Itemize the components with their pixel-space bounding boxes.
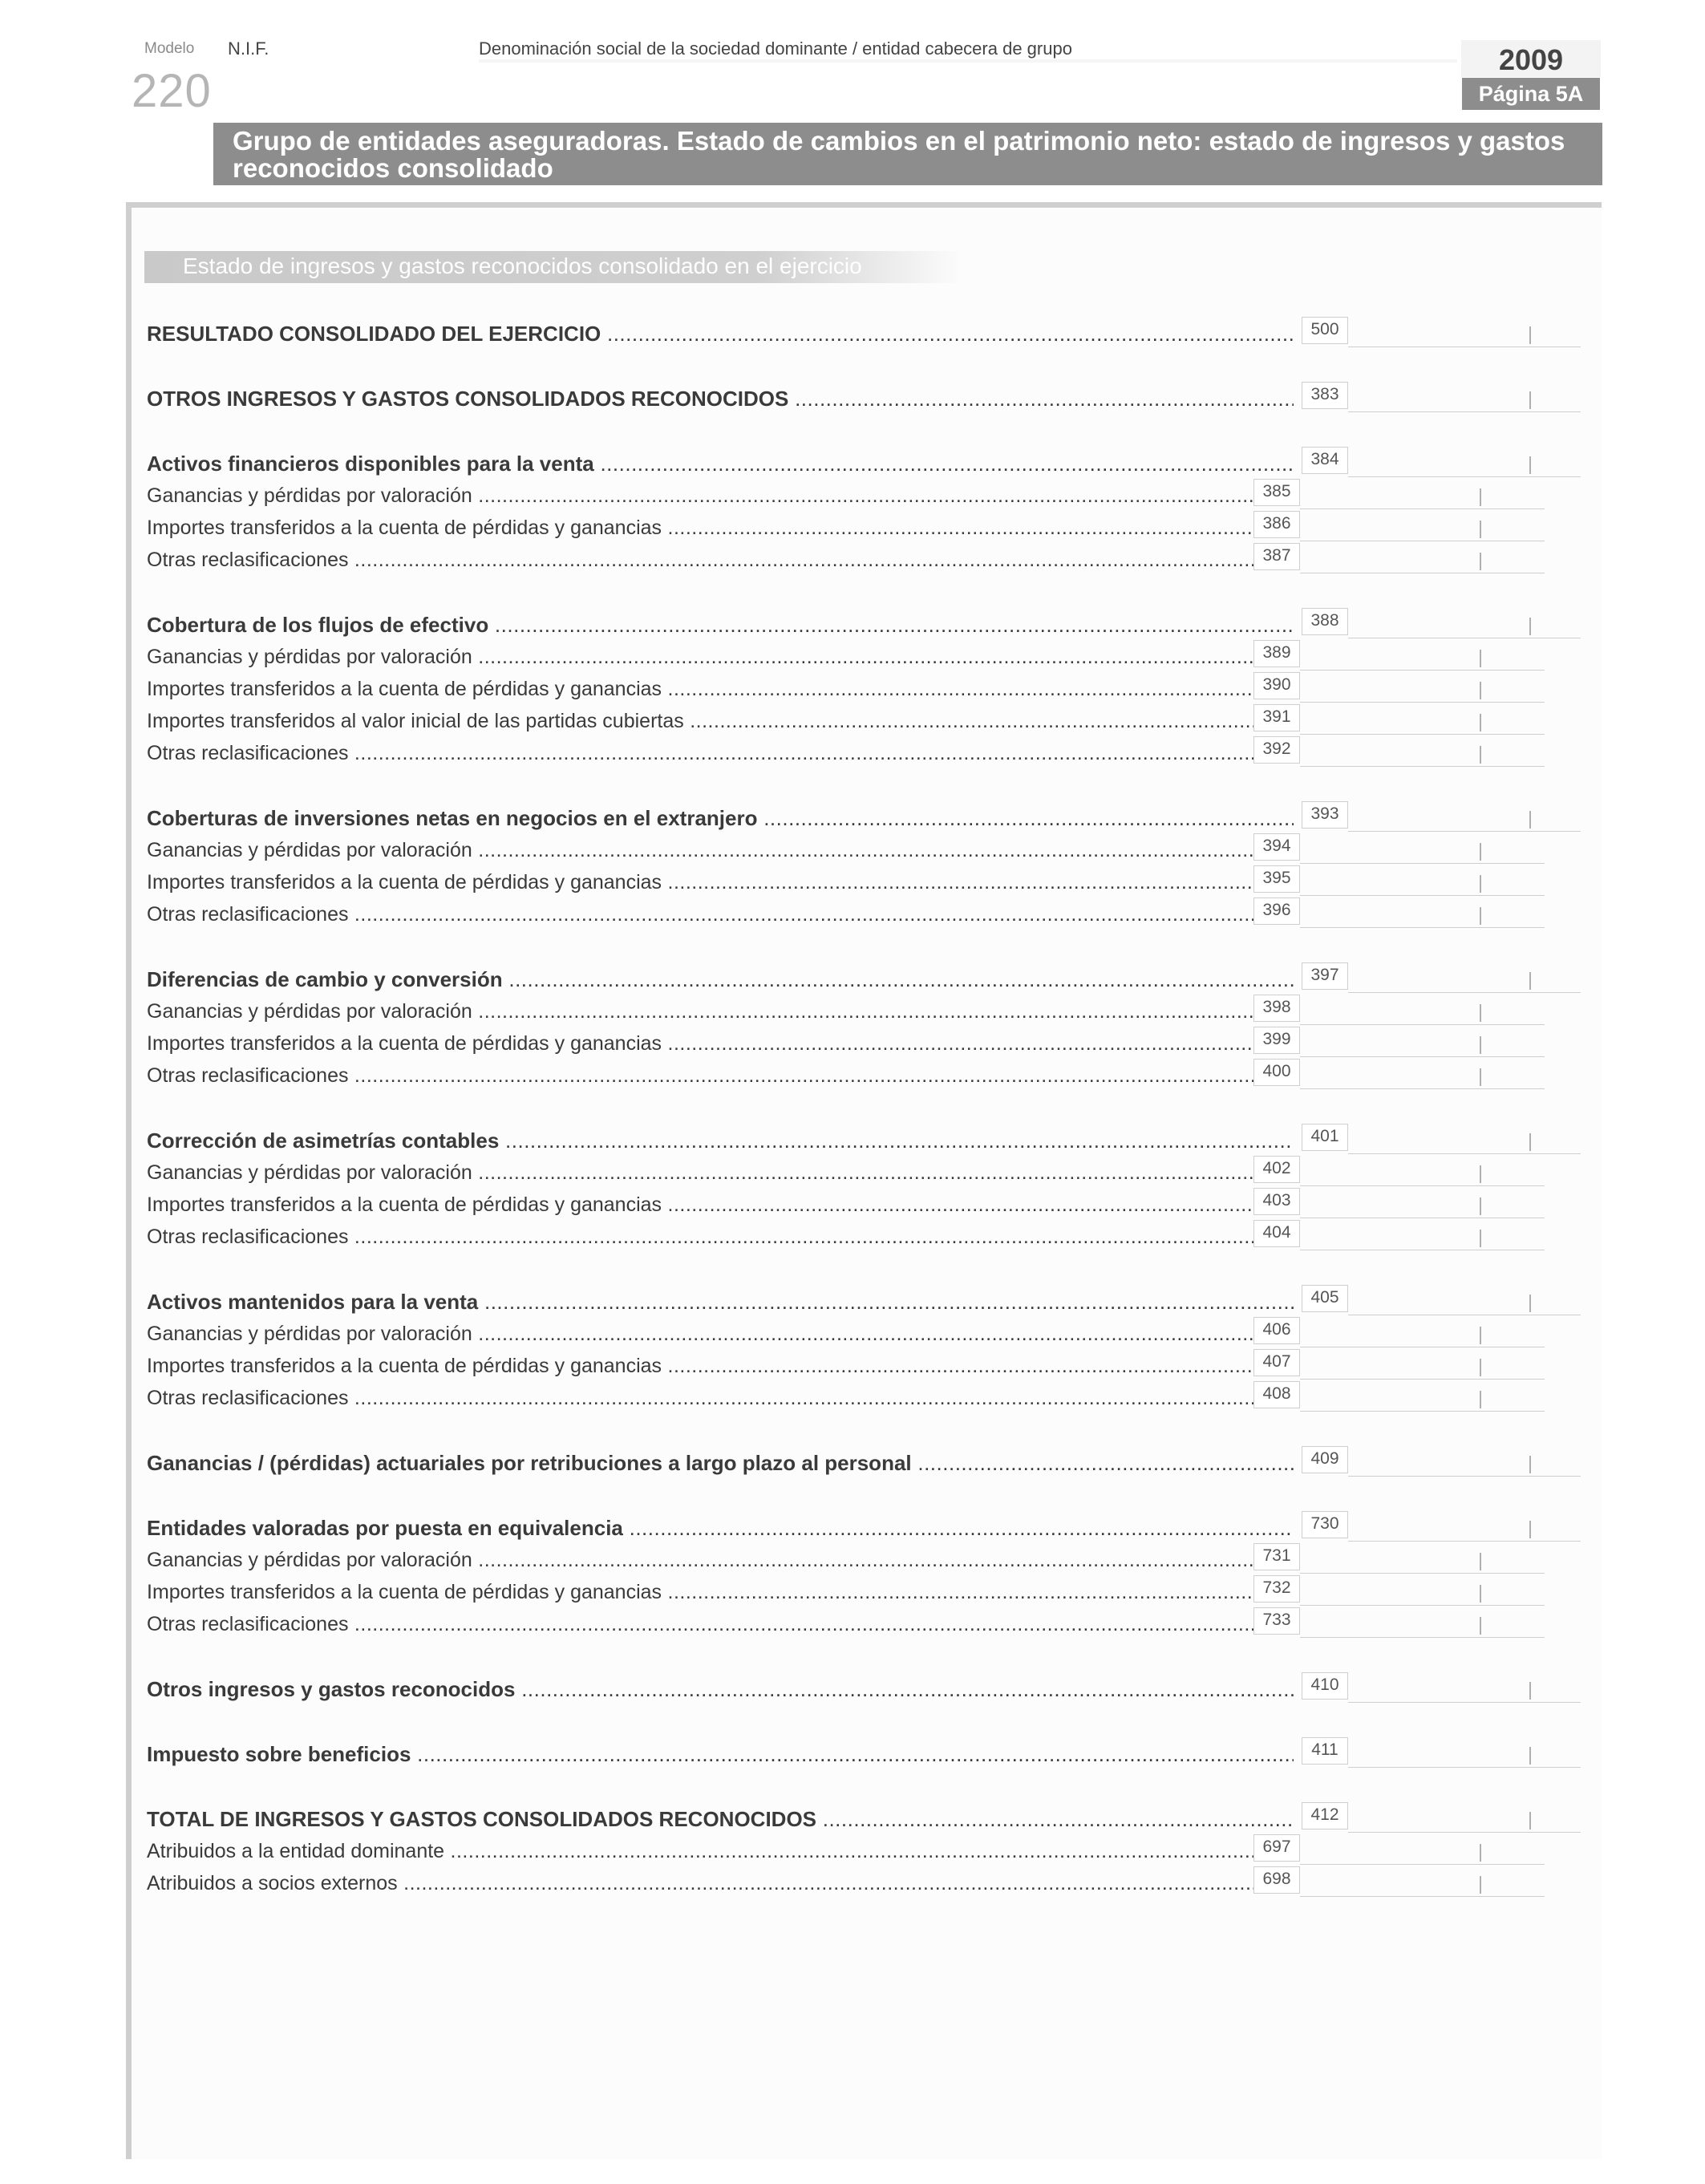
- box-code: 393: [1302, 801, 1348, 829]
- row-label: Coberturas de inversiones netas en negocios en el extranjero .....: [147, 806, 1294, 830]
- form-frame-top: [126, 202, 1602, 208]
- decimal-separator-tick: [1480, 843, 1481, 861]
- amount-field[interactable]: [1348, 1446, 1581, 1477]
- decimal-separator-tick: [1480, 1230, 1481, 1247]
- box-code: 396: [1253, 898, 1300, 925]
- box-code: 389: [1253, 640, 1300, 667]
- decimal-separator-tick: [1480, 650, 1481, 667]
- box-code: 384: [1302, 447, 1348, 474]
- row-label: Importes transferidos a la cuenta de pérdidas y ganancias .....: [147, 677, 1253, 701]
- row-label: Otras reclasificaciones .....: [147, 1612, 1253, 1636]
- decimal-separator-tick: [1529, 1682, 1531, 1700]
- decimal-separator-tick: [1480, 1359, 1481, 1376]
- row-label: Atribuidos a socios externos .....: [147, 1871, 1253, 1895]
- row-label: Ganancias / (pérdidas) actuariales por retribuciones a largo plazo al personal .....: [147, 1451, 1294, 1475]
- row-label: Ganancias y pérdidas por valoración .....: [147, 1322, 1253, 1346]
- box-code: 386: [1253, 511, 1300, 538]
- amount-field[interactable]: [1348, 1124, 1581, 1154]
- title-bar: [213, 123, 1602, 185]
- row-label: Otras reclasificaciones .....: [147, 1225, 1253, 1249]
- amount-field[interactable]: [1300, 1156, 1545, 1186]
- row-label: Corrección de asimetrías contables .....: [147, 1128, 1294, 1153]
- row-label: TOTAL DE INGRESOS Y GASTOS CONSOLIDADOS RECONOCIDOS .....: [147, 1807, 1294, 1831]
- amount-field[interactable]: [1348, 1285, 1581, 1315]
- decimal-separator-tick: [1480, 1617, 1481, 1635]
- box-code: 388: [1302, 608, 1348, 635]
- amount-field[interactable]: [1300, 833, 1545, 864]
- box-code: 733: [1253, 1607, 1300, 1635]
- box-code: 406: [1253, 1317, 1300, 1344]
- amount-field[interactable]: [1300, 898, 1545, 928]
- amount-field[interactable]: [1348, 1511, 1581, 1542]
- amount-field[interactable]: [1300, 1866, 1545, 1897]
- decimal-separator-tick: [1529, 1456, 1531, 1473]
- amount-field[interactable]: [1348, 447, 1581, 477]
- modelo-label: Modelo: [144, 40, 195, 57]
- decimal-separator-tick: [1480, 1553, 1481, 1570]
- amount-field[interactable]: [1348, 962, 1581, 993]
- row-label: Activos financieros disponibles para la venta .....: [147, 452, 1294, 476]
- row-label: Cobertura de los flujos de efectivo .....: [147, 613, 1294, 637]
- row-label: Importes transferidos al valor inicial de las partidas cubiertas .....: [147, 709, 1253, 733]
- amount-field[interactable]: [1300, 865, 1545, 896]
- row-label: RESULTADO CONSOLIDADO DEL EJERCICIO .....: [147, 322, 1294, 346]
- row-label: Importes transferidos a la cuenta de pérdidas y ganancias .....: [147, 1031, 1253, 1056]
- row-label: Entidades valoradas por puesta en equivalencia .....: [147, 1516, 1294, 1540]
- decimal-separator-tick: [1480, 1197, 1481, 1215]
- page-badge: Página 5A: [1462, 78, 1600, 110]
- box-code: 410: [1302, 1672, 1348, 1700]
- box-code: 500: [1302, 317, 1348, 344]
- amount-field[interactable]: [1300, 736, 1545, 767]
- row-label: Ganancias y pérdidas por valoración .....: [147, 838, 1253, 862]
- row-label: Diferencias de cambio y conversión .....: [147, 967, 1294, 991]
- row-label: Otras reclasificaciones .....: [147, 741, 1253, 765]
- row-label: Ganancias y pérdidas por valoración .....: [147, 1161, 1253, 1185]
- decimal-separator-tick: [1529, 1747, 1531, 1765]
- decimal-separator-tick: [1480, 521, 1481, 538]
- decimal-separator-tick: [1480, 553, 1481, 570]
- decimal-separator-tick: [1529, 1295, 1531, 1312]
- amount-field[interactable]: [1348, 1737, 1581, 1768]
- box-code: 390: [1253, 672, 1300, 699]
- decimal-separator-tick: [1480, 1068, 1481, 1086]
- row-label: Importes transferidos a la cuenta de pérdidas y ganancias .....: [147, 1580, 1253, 1604]
- amount-field[interactable]: [1348, 317, 1581, 347]
- row-label: Atribuidos a la entidad dominante .....: [147, 1839, 1253, 1863]
- amount-field[interactable]: [1348, 1802, 1581, 1833]
- box-code: 392: [1253, 736, 1300, 764]
- box-code: 698: [1253, 1866, 1300, 1894]
- box-code: 731: [1253, 1543, 1300, 1570]
- denominacion-field[interactable]: [479, 59, 1457, 63]
- amount-field[interactable]: [1300, 1381, 1545, 1412]
- row-label: Importes transferidos a la cuenta de pérdidas y ganancias .....: [147, 1193, 1253, 1217]
- amount-field[interactable]: [1300, 1188, 1545, 1218]
- decimal-separator-tick: [1480, 1585, 1481, 1603]
- decimal-separator-tick: [1529, 1133, 1531, 1151]
- decimal-separator-tick: [1480, 907, 1481, 925]
- decimal-separator-tick: [1529, 456, 1531, 474]
- year: 2009: [1498, 43, 1564, 76]
- amount-field[interactable]: [1300, 479, 1545, 509]
- amount-field[interactable]: [1300, 1317, 1545, 1347]
- box-code: 411: [1302, 1737, 1348, 1765]
- amount-field[interactable]: [1300, 640, 1545, 671]
- row-label: Importes transferidos a la cuenta de pérdidas y ganancias .....: [147, 516, 1253, 540]
- decimal-separator-tick: [1480, 1327, 1481, 1344]
- decimal-separator-tick: [1480, 875, 1481, 893]
- box-code: 697: [1253, 1834, 1300, 1862]
- row-label: OTROS INGRESOS Y GASTOS CONSOLIDADOS RECONOCIDOS .....: [147, 387, 1294, 411]
- box-code: 400: [1253, 1059, 1300, 1086]
- box-code: 398: [1253, 995, 1300, 1022]
- box-code: 399: [1253, 1027, 1300, 1054]
- decimal-separator-tick: [1480, 746, 1481, 764]
- amount-field[interactable]: [1300, 995, 1545, 1025]
- decimal-separator-tick: [1480, 1391, 1481, 1408]
- section-title: Estado de ingresos y gastos reconocidos consolidado en el ejercicio: [183, 253, 862, 278]
- decimal-separator-tick: [1529, 326, 1531, 344]
- decimal-separator-tick: [1480, 1004, 1481, 1022]
- amount-field[interactable]: [1300, 1027, 1545, 1057]
- amount-field[interactable]: [1300, 1543, 1545, 1574]
- amount-field[interactable]: [1348, 608, 1581, 638]
- amount-field[interactable]: [1300, 1059, 1545, 1089]
- decimal-separator-tick: [1529, 972, 1531, 990]
- box-code: 383: [1302, 382, 1348, 409]
- amount-field[interactable]: [1300, 1349, 1545, 1380]
- section-header: [144, 251, 962, 283]
- denominacion-label: Denominación social de la sociedad dominante / entidad cabecera de grupo: [479, 38, 1072, 59]
- box-code: 408: [1253, 1381, 1300, 1408]
- row-label: Impuesto sobre beneficios .....: [147, 1742, 1294, 1766]
- form-frame-left: [126, 202, 132, 2159]
- modelo-number: 220: [132, 65, 212, 117]
- box-code: 387: [1253, 543, 1300, 570]
- box-code: 412: [1302, 1802, 1348, 1829]
- box-code: 394: [1253, 833, 1300, 861]
- box-code: 404: [1253, 1220, 1300, 1247]
- page-title: Grupo de entidades aseguradoras. Estado de cambios en el patrimonio neto: estado de ingresos y gastos reconocidos consolidado: [233, 126, 1565, 183]
- box-code: 407: [1253, 1349, 1300, 1376]
- decimal-separator-tick: [1480, 714, 1481, 731]
- box-code: 409: [1302, 1446, 1348, 1473]
- box-code: 732: [1253, 1575, 1300, 1603]
- decimal-separator-tick: [1480, 1165, 1481, 1183]
- row-label: Ganancias y pérdidas por valoración .....: [147, 999, 1253, 1023]
- box-code: 385: [1253, 479, 1300, 506]
- amount-field[interactable]: [1348, 801, 1581, 832]
- row-label: Ganancias y pérdidas por valoración .....: [147, 484, 1253, 508]
- decimal-separator-tick: [1480, 682, 1481, 699]
- row-label: Importes transferidos a la cuenta de pérdidas y ganancias .....: [147, 1354, 1253, 1378]
- box-code: 395: [1253, 865, 1300, 893]
- row-label: Ganancias y pérdidas por valoración .....: [147, 1548, 1253, 1572]
- row-label: Ganancias y pérdidas por valoración .....: [147, 645, 1253, 669]
- row-label: Importes transferidos a la cuenta de pérdidas y ganancias .....: [147, 870, 1253, 894]
- box-code: 405: [1302, 1285, 1348, 1312]
- amount-field[interactable]: [1300, 1607, 1545, 1638]
- box-code: 401: [1302, 1124, 1348, 1151]
- amount-field[interactable]: [1300, 1575, 1545, 1606]
- decimal-separator-tick: [1529, 618, 1531, 635]
- row-label: Otros ingresos y gastos reconocidos .....: [147, 1677, 1294, 1701]
- amount-field[interactable]: [1300, 1834, 1545, 1865]
- row-label: Otras reclasificaciones .....: [147, 1386, 1253, 1410]
- box-code: 403: [1253, 1188, 1300, 1215]
- amount-field[interactable]: [1300, 704, 1545, 735]
- amount-field[interactable]: [1348, 382, 1581, 412]
- nif-label: N.I.F.: [228, 38, 269, 59]
- decimal-separator-tick: [1480, 1844, 1481, 1862]
- row-label: Activos mantenidos para la venta .....: [147, 1290, 1294, 1314]
- box-code: 402: [1253, 1156, 1300, 1183]
- decimal-separator-tick: [1480, 488, 1481, 506]
- decimal-separator-tick: [1529, 1521, 1531, 1538]
- amount-field[interactable]: [1300, 511, 1545, 541]
- amount-field[interactable]: [1300, 1220, 1545, 1250]
- decimal-separator-tick: [1529, 811, 1531, 829]
- decimal-separator-tick: [1480, 1876, 1481, 1894]
- amount-field[interactable]: [1300, 543, 1545, 573]
- amount-field[interactable]: [1348, 1672, 1581, 1703]
- decimal-separator-tick: [1529, 391, 1531, 409]
- decimal-separator-tick: [1529, 1812, 1531, 1829]
- box-code: 397: [1302, 962, 1348, 990]
- decimal-separator-tick: [1480, 1036, 1481, 1054]
- row-label: Otras reclasificaciones .....: [147, 1064, 1253, 1088]
- amount-field[interactable]: [1300, 672, 1545, 703]
- box-code: 391: [1253, 704, 1300, 731]
- box-code: 730: [1302, 1511, 1348, 1538]
- row-label: Otras reclasificaciones .....: [147, 902, 1253, 926]
- row-label: Otras reclasificaciones .....: [147, 548, 1253, 572]
